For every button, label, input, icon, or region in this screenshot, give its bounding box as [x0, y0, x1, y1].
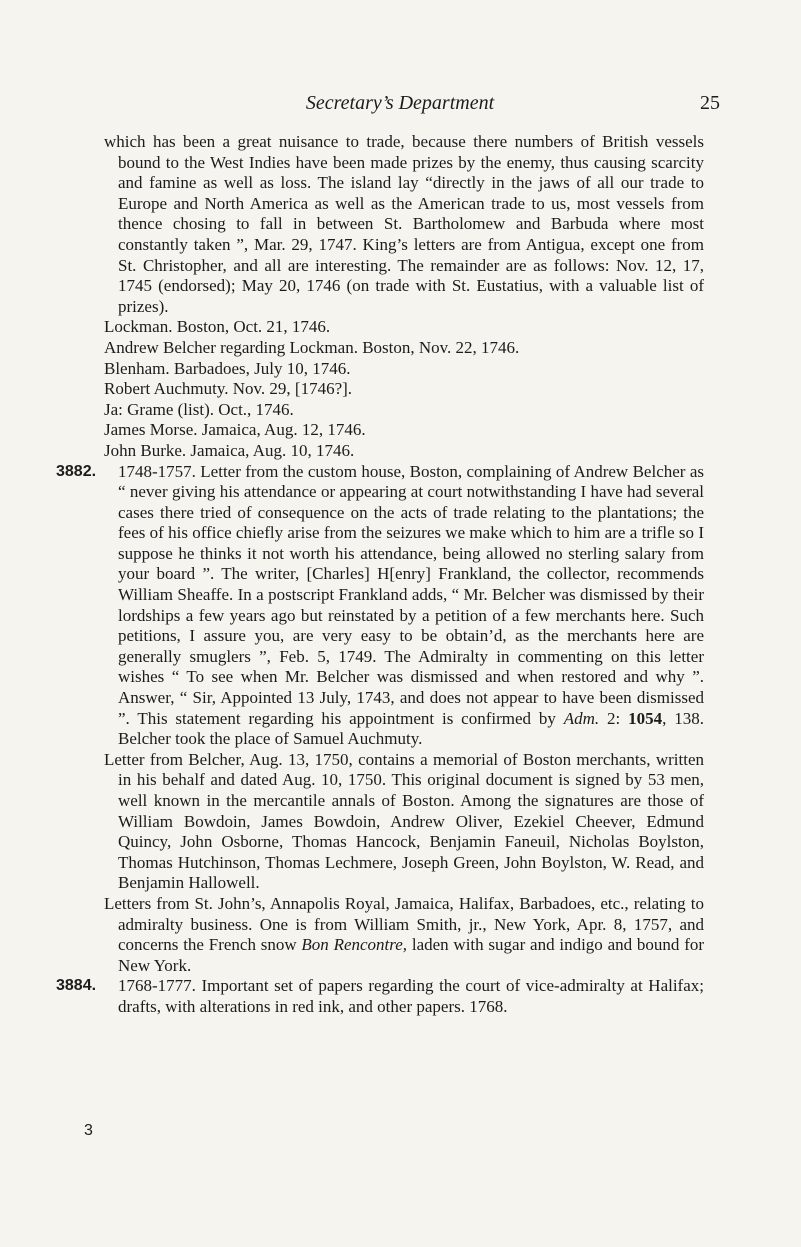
entry-paragraph: 1768-1777. Important set of papers regarding the court of vice-admiralty at Halifax; drafts, with alterations in red ink, and other papers. 1768.: [118, 976, 704, 1016]
entry-3882: [56, 461, 705, 750]
document-list: [84, 317, 704, 461]
letters-text: Letters from St. John’s, Annapolis Royal, Jamaica, Halifax, Barbadoes, etc., relating to admiralty business. One is from William Smith, jr., New York, Apr. 8, 1757, and concerns the French snow: [104, 893, 704, 955]
list-item: James Morse. Jamaica, Aug. 12, 1746.: [104, 420, 366, 440]
running-title: Secretary’s Department: [305, 92, 495, 114]
list-item: Andrew Belcher regarding Lockman. Boston, Nov. 22, 1746.: [104, 337, 520, 357]
reference-italic: Adm.: [563, 708, 600, 728]
list-item: Blenham. Barbadoes, July 10, 1746.: [104, 358, 351, 378]
signature-mark: 3: [84, 1122, 93, 1139]
ship-name: Bon Rencontre,: [301, 935, 408, 955]
belcher-letter-paragraph: Letter from Belcher, Aug. 13, 1750, contains a memorial of Boston merchants, written in his behalf and dated Aug. 10, 1750. This original document is signed by 53 men, well known in the mercantile annals of Boston. Among the signatures are those of William Bowdoin, James Bowdoin, Andrew Oliver, Ezekiel Cheever, Edmund Quincy, John Osborne, Thomas Hancock, Benjamin Faneuil, Nicholas Boylston, Thomas Hutchinson, Thomas Lechmere, Joseph Green, John Boylston, W. Read, and Benjamin Hallowell.: [104, 749, 704, 893]
entry-text-end: , 138. Belcher took the place of Samuel Auchmuty.: [118, 708, 705, 749]
list-item: Ja: Grame (list). Oct., 1746.: [104, 399, 294, 419]
list-item: John Burke. Jamaica, Aug. 10, 1746.: [104, 440, 355, 460]
list-item: Robert Auchmuty. Nov. 29, [1746?].: [104, 379, 353, 399]
reference-number: 2:: [599, 708, 629, 728]
letters-paragraph: [84, 894, 704, 976]
entry-text: 1748-1757. Letter from the custom house, Boston, complaining of Andrew Belcher as “ never giving his attendance or appearing at court notwithstanding I have had several cases there tried of consequence on the acts of trade relating to the plantations; the fees of his office chiefly arise from the seizures we make which to him are a trifle so I suppose he thinks it not worth his attendance, being allowed no sterling salary from your board ”. The writer, [Charles] H[enry] Frankland, the collector, recommends William Sheaffe. In a postscript Frankland adds, “ Mr. Belcher was dismissed by their lordships a few years ago but reinstated by a petition of a few merchants here. Such petitions, I assure you, are very easy to be obtain’d, as the merchants here are generally smuglers ”, Feb. 5, 1749. The Admiralty in commenting on this letter wishes “ To see when Mr. Belcher was dismissed and when restored and why ”. Answer, “ Sir, Appointed 13 July, 1743, and does not appear to have been dismissed ”. This statement regarding his appointment is confirmed by: [118, 461, 704, 728]
continuation-paragraph: which has been a great nuisance to trade, because there numbers of British vessels bound to the West Indies have been made prizes by the enemy, thus causing scarcity and famine as well as loss. The island lay “directly in the jaws of all our trade to Europe and North America as well as the American trade to us, most vessels from thence chosing to fall in between St. Bartholomew and Barbuda where most constantly taken ”, Mar. 29, 1747. King’s letters are from Antigua, except one from St. Christopher, and all are interesting. The remainder are as follows: Nov. 12, 17, 1745 (endorsed); May 20, 1746 (on trade with St. Eustatius, with a valuable list of prizes).: [104, 132, 704, 316]
entry-3884: [56, 976, 704, 1017]
letters-text-end: laden with sugar and indigo and bound for New York.: [118, 935, 705, 975]
entry-number: 3884.: [56, 977, 97, 995]
reference-bold: 1054: [628, 708, 663, 728]
entry-number: 3882.: [56, 462, 97, 480]
page-header: [80, 92, 720, 122]
list-item: Lockman. Boston, Oct. 21, 1746.: [104, 317, 331, 337]
entry-paragraph: [118, 462, 704, 750]
page-number: 25: [700, 92, 720, 114]
page-body: [56, 132, 705, 1018]
